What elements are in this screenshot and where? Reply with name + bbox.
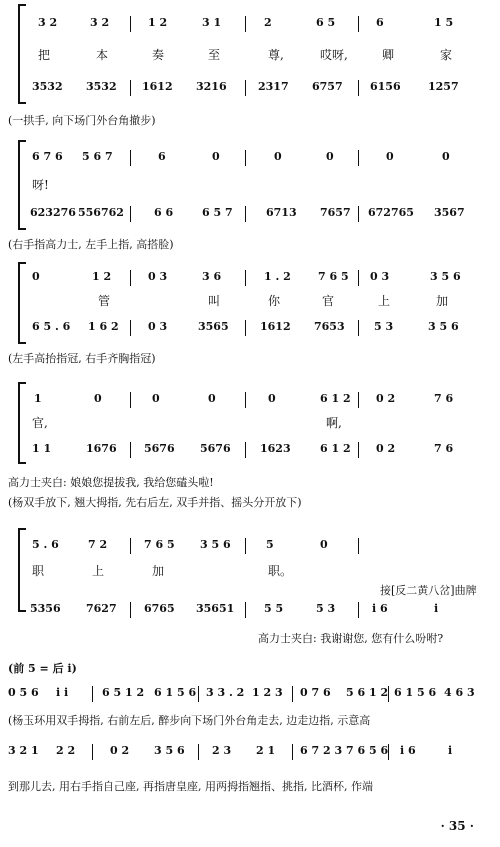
lyric: 职。 (268, 564, 293, 578)
note: i 6 (372, 602, 388, 615)
barline (245, 16, 246, 32)
note: 3 5 6 (200, 538, 231, 551)
note: 0 (94, 392, 102, 405)
note: 2 (264, 16, 272, 29)
note: 6 1 5 6 (394, 686, 437, 699)
system-bracket (18, 382, 26, 464)
note: 6765 (144, 602, 175, 615)
lyric: 叫 (208, 294, 221, 308)
note: 0 (274, 150, 282, 163)
note: 3567 (434, 206, 465, 219)
barline (358, 392, 359, 408)
note: 2 3 (212, 744, 232, 757)
note: 1612 (142, 80, 173, 93)
lyric: 哎呀, (320, 48, 348, 62)
note: 6 5 7 (202, 206, 233, 219)
note: 3 5 6 (430, 270, 461, 283)
barline (245, 270, 246, 286)
note: 7627 (86, 602, 117, 615)
lyric: 管 (98, 294, 111, 308)
note: i 6 (400, 744, 416, 757)
note: 5676 (144, 442, 175, 455)
note: 6 7 6 (32, 150, 63, 163)
stage-direction: (右手指高力士, 左手上指, 高搭脸) (8, 238, 174, 251)
note: 0 2 (110, 744, 130, 757)
note: 3 5 6 (428, 320, 459, 333)
barline (358, 602, 359, 618)
barline (92, 686, 93, 702)
barline (130, 16, 131, 32)
note: 6 1 2 (320, 442, 351, 455)
barline (358, 16, 359, 32)
note: 3 5 6 (154, 744, 185, 757)
barline (245, 80, 246, 96)
qupai-label: 接[反二黄八岔]曲牌 (380, 584, 477, 597)
barline (245, 442, 246, 458)
system-bracket (18, 4, 26, 104)
note: 3565 (198, 320, 229, 333)
lyric: 至 (208, 48, 221, 62)
stage-direction: (左手高抬指冠, 右手齐胸指冠) (8, 352, 156, 365)
note: 6713 (266, 206, 297, 219)
note: 7 6 (434, 392, 454, 405)
note: 1676 (86, 442, 117, 455)
note: 5356 (30, 602, 61, 615)
barline (198, 686, 199, 702)
lyric: 本 (96, 48, 109, 62)
note: 0 3 (148, 320, 168, 333)
lyric: 你 (268, 294, 281, 308)
note: 5 3 (374, 320, 394, 333)
barline (198, 744, 199, 760)
barline (245, 150, 246, 166)
score-system-3 (18, 262, 488, 344)
note: 0 2 (376, 392, 396, 405)
note: 0 5 6 (8, 686, 39, 699)
barline (358, 80, 359, 96)
note: 6 (158, 150, 166, 163)
note: 5 5 (264, 602, 284, 615)
system-bracket (18, 528, 26, 612)
note: 3 6 (202, 270, 222, 283)
score-system-2 (18, 140, 488, 230)
lyric: 啊, (326, 416, 342, 430)
score-system-1 (18, 4, 488, 104)
note: 1 2 (92, 270, 112, 283)
lyric: 上 (92, 564, 105, 578)
note: 3 2 (38, 16, 58, 29)
note: 1 . 2 (264, 270, 291, 283)
note: 3532 (86, 80, 117, 93)
barline (245, 206, 246, 222)
stage-direction: (杨玉环用双手拇指, 右前左后, 醉步向下场门外台角走去, 边走边指, 示意高 (8, 714, 371, 727)
note: i (448, 744, 453, 757)
note: 2 1 (256, 744, 276, 757)
note: 2317 (258, 80, 289, 93)
score-system-5 (18, 528, 488, 615)
barline (92, 744, 93, 760)
note: 1 2 (148, 16, 168, 29)
note: 6 5 1 2 (102, 686, 145, 699)
stage-direction: 到那儿去, 用右手指自己座, 再指唐皇座, 用两拇指翘指、挑指, 比酒杯, 作端 (8, 780, 373, 793)
note: 6156 (370, 80, 401, 93)
lyric: 官 (322, 294, 335, 308)
note: 1 5 (434, 16, 454, 29)
note: 6 5 . 6 (32, 320, 71, 333)
note: 0 7 6 (300, 686, 331, 699)
note: 7 6 5 6 (346, 744, 389, 757)
lyric: 加 (436, 294, 449, 308)
lyric: 呀! (32, 178, 49, 192)
note: 5 . 6 (32, 538, 59, 551)
note: 7657 (320, 206, 351, 219)
score-system-4 (18, 382, 488, 464)
note: 3 3 . 2 (206, 686, 245, 699)
note: 0 (208, 392, 216, 405)
barline (130, 150, 131, 166)
spoken-line: 高力士夹白: 娘娘您提拔我, 我给您磕头啦! (8, 476, 214, 489)
system-bracket (18, 262, 26, 344)
note: 556762 (78, 206, 124, 219)
barline (245, 392, 246, 408)
spoken-line: 高力士夹白: 我谢谢您, 您有什么吩咐? (258, 632, 444, 645)
note: 1612 (260, 320, 291, 333)
barline (292, 744, 293, 760)
lyric: 尊, (268, 48, 284, 62)
barline (130, 602, 131, 618)
barline (130, 538, 131, 554)
note: 0 (320, 538, 328, 551)
note: 623276 (30, 206, 76, 219)
note: 6 7 2 3 (300, 744, 343, 757)
note: i (434, 602, 439, 615)
note: 5 6 7 (82, 150, 113, 163)
note: 5 6 1 2 (346, 686, 389, 699)
note: 6 1 2 (320, 392, 351, 405)
system-bracket (18, 140, 26, 230)
barline (245, 538, 246, 554)
lyric: 职 (32, 564, 45, 578)
note: 1 1 (32, 442, 52, 455)
lyric: 把 (38, 48, 51, 62)
tempo-mark: (前 5 = 后 i) (8, 662, 77, 675)
barline (358, 320, 359, 336)
barline (358, 206, 359, 222)
note: 6 (376, 16, 384, 29)
note: 6 5 (316, 16, 336, 29)
barline (358, 270, 359, 286)
lyric: 卿 (382, 48, 395, 62)
note: 1257 (428, 80, 459, 93)
note: 0 (268, 392, 276, 405)
lyric: 官, (32, 416, 48, 430)
note: 7653 (314, 320, 345, 333)
note: 0 3 (370, 270, 390, 283)
note: 1 2 3 (252, 686, 283, 699)
lyric: 奏 (152, 48, 165, 62)
barline (358, 442, 359, 458)
note: 0 (386, 150, 394, 163)
note: 0 (326, 150, 334, 163)
page-number: · 35 · (440, 819, 474, 833)
note: 1 (34, 392, 42, 405)
note: 5 3 (316, 602, 336, 615)
stage-direction: (一拱手, 向下场门外台角撤步) (8, 114, 156, 127)
barline (130, 442, 131, 458)
barline (130, 80, 131, 96)
barline (245, 602, 246, 618)
note: 6 1 5 6 (154, 686, 197, 699)
barline (358, 150, 359, 166)
note: i i (56, 686, 69, 699)
note: 0 3 (148, 270, 168, 283)
barline (130, 392, 131, 408)
note: 1623 (260, 442, 291, 455)
note: 7 6 5 (144, 538, 175, 551)
lyric: 上 (378, 294, 391, 308)
note: 7 6 5 (318, 270, 349, 283)
barline (130, 320, 131, 336)
lyric: 家 (440, 48, 453, 62)
note: 3532 (32, 80, 63, 93)
note: 0 (212, 150, 220, 163)
barline (388, 744, 389, 760)
barline (358, 538, 359, 554)
note: 0 2 (376, 442, 396, 455)
note: 5 (266, 538, 274, 551)
barline (292, 686, 293, 702)
note: 0 (32, 270, 40, 283)
note: 5676 (200, 442, 231, 455)
note: 2 2 (56, 744, 76, 757)
note: 35651 (196, 602, 235, 615)
note: 3 2 1 (8, 744, 39, 757)
barline (245, 320, 246, 336)
barline (130, 270, 131, 286)
note: 3 1 (202, 16, 222, 29)
note: 0 (442, 150, 450, 163)
note: 3216 (196, 80, 227, 93)
note: 7 2 (88, 538, 108, 551)
note: 3 2 (90, 16, 110, 29)
note: 7 6 (434, 442, 454, 455)
stage-direction: (杨双手放下, 翘大拇指, 先右后左, 双手并指、摇头分开放下) (8, 496, 302, 509)
note: 672765 (368, 206, 414, 219)
lyric: 加 (152, 564, 165, 578)
barline (130, 206, 131, 222)
note: 1 6 2 (88, 320, 119, 333)
note: 0 (152, 392, 160, 405)
note: 6757 (312, 80, 343, 93)
note: 4 6 3 (444, 686, 475, 699)
note: 6 6 (154, 206, 174, 219)
barline (388, 686, 389, 702)
